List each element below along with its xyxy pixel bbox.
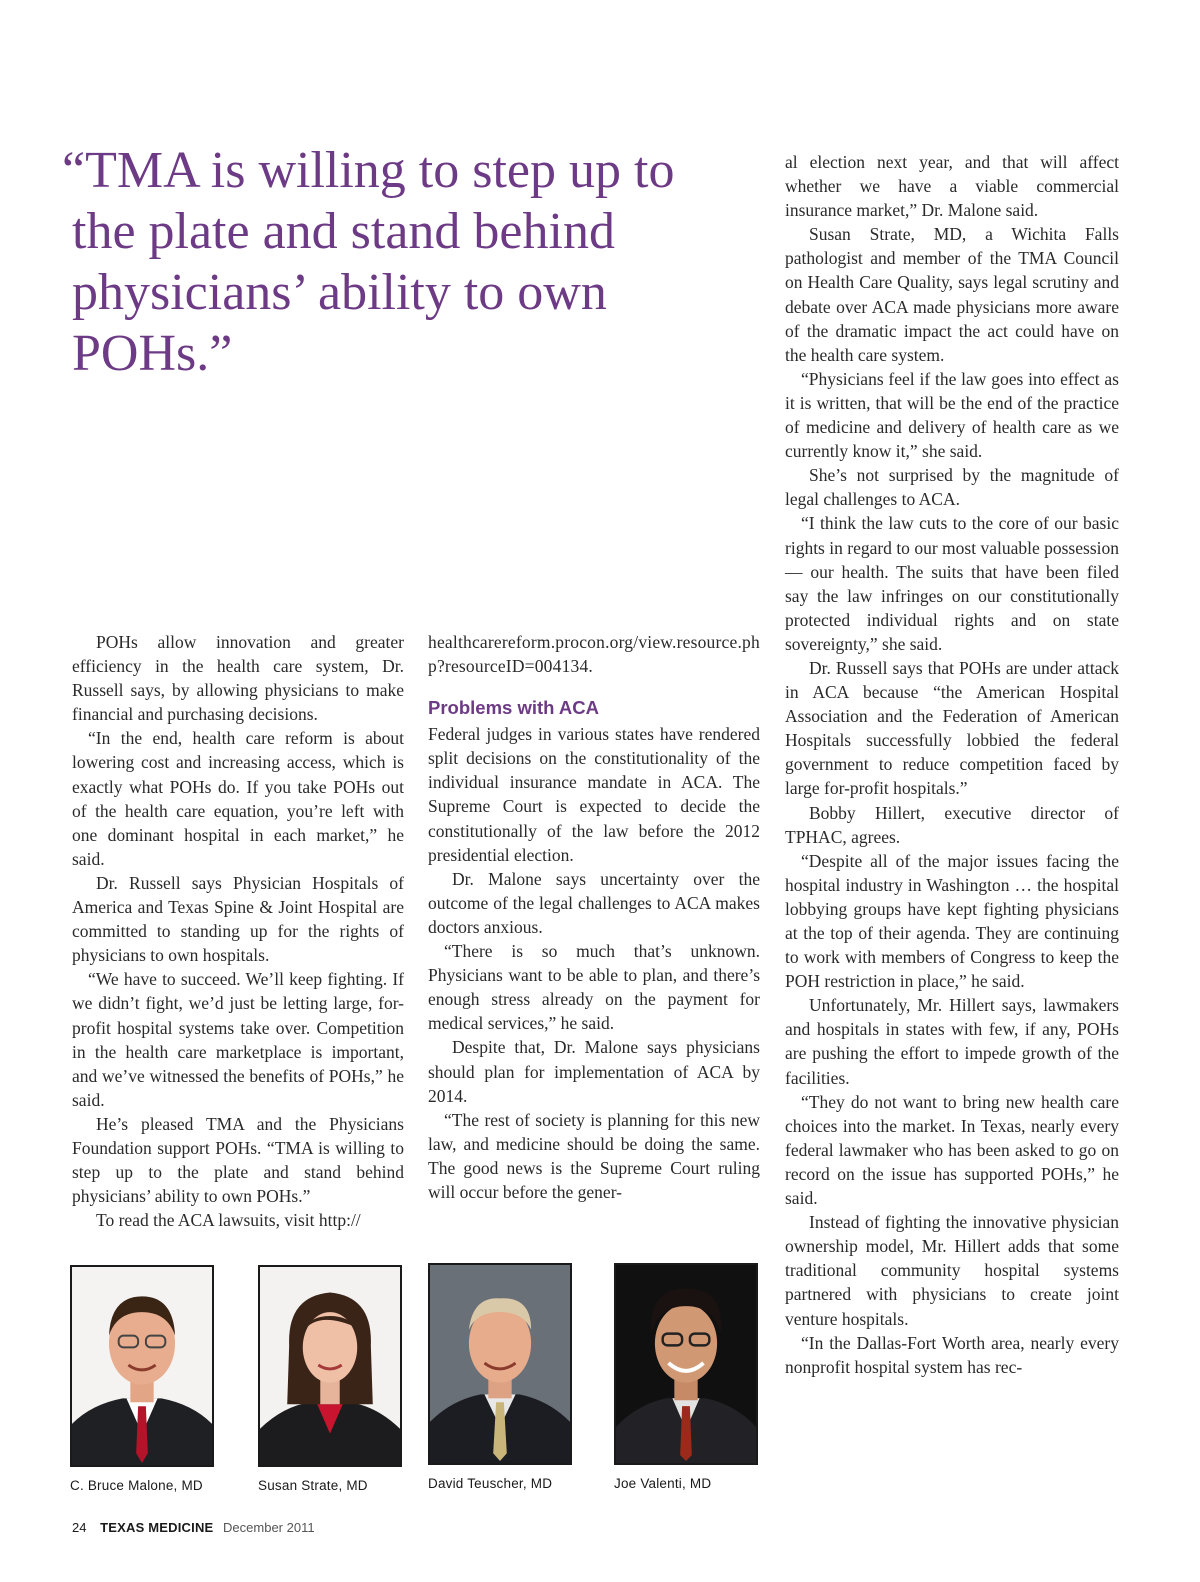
- paragraph: Instead of fighting the innovative physician ownership model, Mr. Hillert adds that some traditional community hospital systems partnered with physicians to create joint venture hospitals.: [785, 1212, 1119, 1329]
- pull-quote-line: the plate and stand behind: [72, 203, 615, 260]
- pull-quote-line: POHs.”: [72, 325, 233, 382]
- paragraph: To read the ACA lawsuits, visit http://: [96, 1210, 361, 1231]
- article-column-2: [428, 630, 760, 1204]
- article-column-1: [72, 630, 404, 1232]
- magazine-name: TEXAS MEDICINE: [100, 1520, 214, 1535]
- pull-quote-line: “TMA is willing to step up to: [62, 142, 675, 199]
- paragraph: Unfortunately, Mr. Hillert says, lawmakers and hospitals in states with few, if any, POHs are pushing the effort to impede growth of the facilities.: [785, 995, 1119, 1088]
- photo-caption: David Teuscher, MD: [428, 1476, 553, 1491]
- paragraph: al election next year, and that will affect whether we have a viable commercial insurance market,” Dr. Malone said.: [785, 152, 1119, 221]
- page-footer: [72, 1520, 315, 1535]
- page-number: 24: [72, 1520, 87, 1535]
- paragraph: Federal judges in various states have rendered split decisions on the constitutionality of the individual insurance mandate in ACA. The Supreme Court is expected to decide the constitutionally of the law before the 2012 presidential election.: [428, 724, 760, 865]
- portrait-image: [260, 1267, 400, 1465]
- paragraph: “In the end, health care reform is about lowering cost and increasing access, which is exactly what POHs do. If you take POHs out of the health care equation, you’re left with one dominant hospital in each market,” he said.: [72, 728, 404, 869]
- photo-caption: Susan Strate, MD: [258, 1478, 368, 1493]
- paragraph: “They do not want to bring new health care choices into the market. In Texas, nearly every federal lawmaker who has been asked to go on record on the issue has supported POHs,” he said.: [785, 1091, 1119, 1209]
- pull-quote: [62, 140, 702, 384]
- pull-quote-line: physicians’ ability to own: [72, 264, 607, 321]
- portrait-photo-malone: [70, 1265, 214, 1467]
- portrait-image: [430, 1265, 570, 1463]
- portrait-image: [616, 1265, 756, 1463]
- paragraph: POHs allow innovation and greater efficiency in the health care system, Dr. Russell says, by allowing physicians to make financial and purchasing decisions.: [72, 632, 404, 725]
- paragraph: “There is so much that’s unknown. Physicians want to be able to plan, and there’s enough stress already on the payment for medical services,” he said.: [428, 941, 760, 1034]
- portrait-photo-strate: [258, 1265, 402, 1467]
- portrait-photo-valenti: [614, 1263, 758, 1465]
- portrait-photo-teuscher: [428, 1263, 572, 1465]
- paragraph: Dr. Russell says that POHs are under attack in ACA because “the American Hospital Association and the Federation of American Hospitals successfully lobbied the federal government to reduce competition faced by large for-profit hospitals.”: [785, 657, 1119, 799]
- paragraph: “The rest of society is planning for this new law, and medicine should be doing the same. The good news is the Supreme Court ruling will occur before the gener-: [428, 1109, 760, 1202]
- paragraph: “Physicians feel if the law goes into effect as it is written, that will be the end of the practice of medicine and delivery of health care as we currently know it,” she said.: [785, 368, 1119, 462]
- paragraph: “Despite all of the major issues facing the hospital industry in Washington … the hospital lobbying groups have kept fighting physicians at the top of their agenda. They are continuing to work with members of Congress to keep the POH restriction in place,” he said.: [785, 850, 1119, 992]
- photo-caption: C. Bruce Malone, MD: [70, 1478, 203, 1493]
- lawsuits-url-link[interactable]: healthcarereform.procon.org/view.resource.php?resourceID=004134.: [428, 632, 760, 677]
- paragraph: “I think the law cuts to the core of our basic rights in regard to our most valuable possession — our health. The suits that have been filed say the law infringes on our constitutionally protected individual rights and on state sovereignty,” she said.: [785, 513, 1119, 654]
- article-column-3: [785, 150, 1119, 1379]
- paragraph: Dr. Russell says Physician Hospitals of America and Texas Spine & Joint Hospital are committed to standing up for the rights of physicians to own hospitals.: [72, 872, 404, 966]
- paragraph: Despite that, Dr. Malone says physicians should plan for implementation of ACA by 2014.: [428, 1037, 760, 1106]
- paragraph: She’s not surprised by the magnitude of legal challenges to ACA.: [785, 465, 1119, 510]
- portrait-image: [72, 1267, 212, 1465]
- paragraph: He’s pleased TMA and the Physicians Foundation support POHs. “TMA is willing to step up to the plate and stand behind physicians’ ability to own POHs.”: [72, 1113, 404, 1207]
- photo-caption: Joe Valenti, MD: [614, 1476, 712, 1491]
- paragraph: Bobby Hillert, executive director of TPHAC, agrees.: [785, 802, 1119, 847]
- issue-date: December 2011: [223, 1520, 315, 1535]
- section-heading: Problems with ACA: [428, 697, 599, 719]
- paragraph: “In the Dallas-Fort Worth area, nearly every nonprofit hospital system has rec-: [785, 1332, 1119, 1377]
- paragraph: Susan Strate, MD, a Wichita Falls pathologist and member of the TMA Council on Health Care Quality, says legal scrutiny and debate over ACA made physicians more aware of the dramatic impact the act could have on the health care system.: [785, 224, 1119, 365]
- paragraph: “We have to succeed. We’ll keep fighting. If we didn’t fight, we’d just be letting large, for-profit hospital systems take over. Competition in the health care marketplace is important, and we’ve witnessed the benefits of POHs,” he said.: [72, 969, 404, 1110]
- paragraph: Dr. Malone says uncertainty over the outcome of the legal challenges to ACA makes doctors anxious.: [428, 868, 760, 937]
